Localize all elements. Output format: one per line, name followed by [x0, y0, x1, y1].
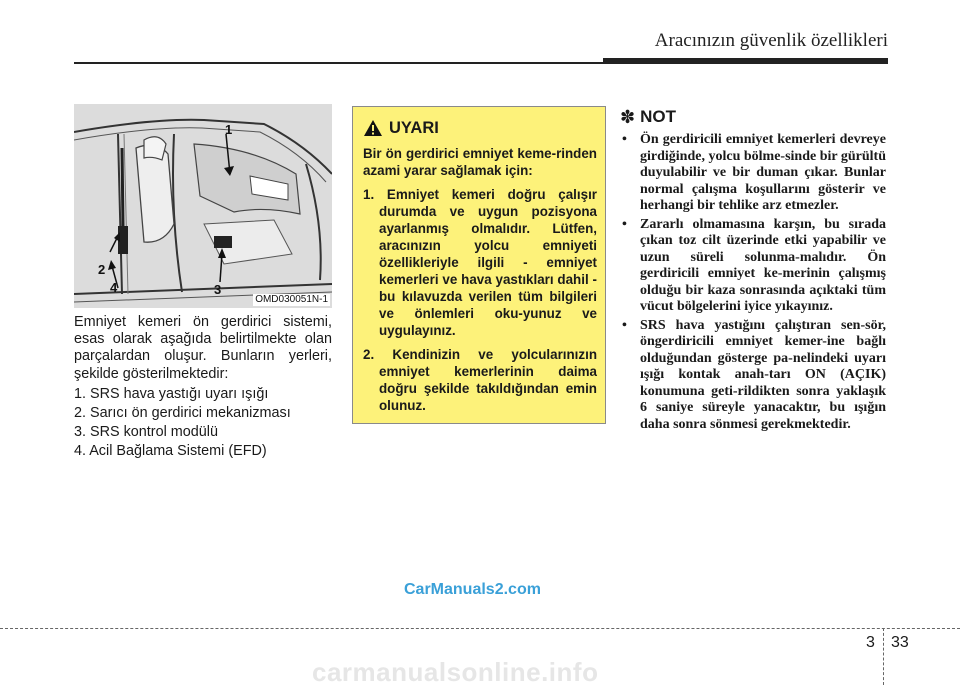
note-section [620, 106, 886, 435]
warning-triangle-icon [363, 119, 383, 137]
warning-body [363, 145, 597, 421]
note-header [620, 106, 886, 128]
figure-code: OMD030051N-1 [255, 294, 328, 305]
note-item-3 [620, 318, 886, 434]
warning-item-1: 1. Emniyet kemeri doğru çalışır durumda ve uygun pozisyona ayarlanmış olmalıdır. Lütfen, aracınızın yolcu emniyeti özellikleriyle ilgili - emniyet kemerleri ve hava yastıkları dahil - bu kılavuzda verilen tüm bilgileri ve önlemleri oku-yunuz ve uygulayınız. [363, 187, 597, 338]
component-item-3: 3. SRS kontrol modülü [74, 424, 218, 441]
left-column [74, 314, 332, 461]
bullet-icon: • [622, 216, 627, 232]
component-item-1: 1. SRS hava yastığı uyarı ışığı [74, 385, 269, 402]
callout-4: 4 [110, 280, 118, 295]
note-title: NOT [640, 107, 676, 126]
callout-3: 3 [214, 282, 222, 297]
header-rule-accent [603, 58, 888, 64]
note-item-2 [620, 217, 886, 316]
warning-intro: Bir ön gerdirici emniyet keme-rinden azami yarar sağlamak için: [363, 146, 597, 178]
warning-item-2: 2. Kendinizin ve yolcularınızın emniyet kemerlerinin daima doğru şekilde takıldığından emin olunuz. [363, 347, 597, 413]
note-item-text: Ön gerdiricili emniyet kemerleri devreye girdiğinde, yolcu bölme-sinde bir gürültü duyulabilir ve bir duman çıkar. Bunlar normal çalışma koşullarını gösterir ve herhangi bir tehlike arz etmezler. [640, 132, 886, 213]
intro-paragraph: Emniyet kemeri ön gerdirici sistemi, esas olarak aşağıda belirtilmekte olan parçalardan oluşur. Bunların yerleri, şekilde gösterilmektedir: [74, 314, 332, 382]
page-number: 33 [891, 634, 909, 651]
note-list [620, 132, 886, 433]
component-item-4: 4. Acil Bağlama Sistemi (EFD) [74, 443, 267, 460]
note-item-text: Zararlı olmamasına karşın, bu sırada çıkan toz cilt üzerinde etki yapabilir ve uzun süreli solunma-malıdır. Ön gerdiricili emniyet ke-merinin çalışmış olduğu bir kaza sonrasında açıktaki tüm vücut bölgelerini iyice yıkayınız. [640, 216, 886, 314]
callout-2: 2 [98, 262, 106, 277]
warning-header [363, 116, 439, 140]
bottom-watermark: carmanualsonline.info [312, 657, 599, 687]
footer-divider [883, 628, 884, 685]
watermark-link[interactable]: CarManuals2.com [404, 581, 541, 598]
footer-rule [0, 628, 960, 629]
chapter-number: 3 [866, 634, 875, 651]
warning-title: UYARI [389, 118, 439, 137]
bullet-icon: • [622, 132, 627, 147]
note-item-text: SRS hava yastığını çalıştıran sen-sör, öngerdiricili emniyet kemer-ine bağlı olduğundan gösterge pa-nelindeki uyarı ışığı kontak anah-tarı ON (AÇIK) konumuna geti-rildikten sonra yaklaşık 6 saniye süreyle yanacaktır, bu ışığın daha sonra sönmesi gerekmektedir. [640, 317, 886, 432]
bullet-icon: • [622, 317, 627, 333]
note-item-1 [620, 132, 886, 215]
warning-box [352, 106, 606, 424]
note-star-icon: ✽ [620, 106, 636, 128]
pretensioner-illustration [74, 104, 332, 308]
callout-1: 1 [225, 122, 233, 137]
car-interior-drawing [74, 104, 332, 308]
component-item-2: 2. Sarıcı ön gerdirici mekanizması [74, 405, 291, 422]
page-header-title: Aracınızın güvenlik özellikleri [654, 30, 888, 51]
